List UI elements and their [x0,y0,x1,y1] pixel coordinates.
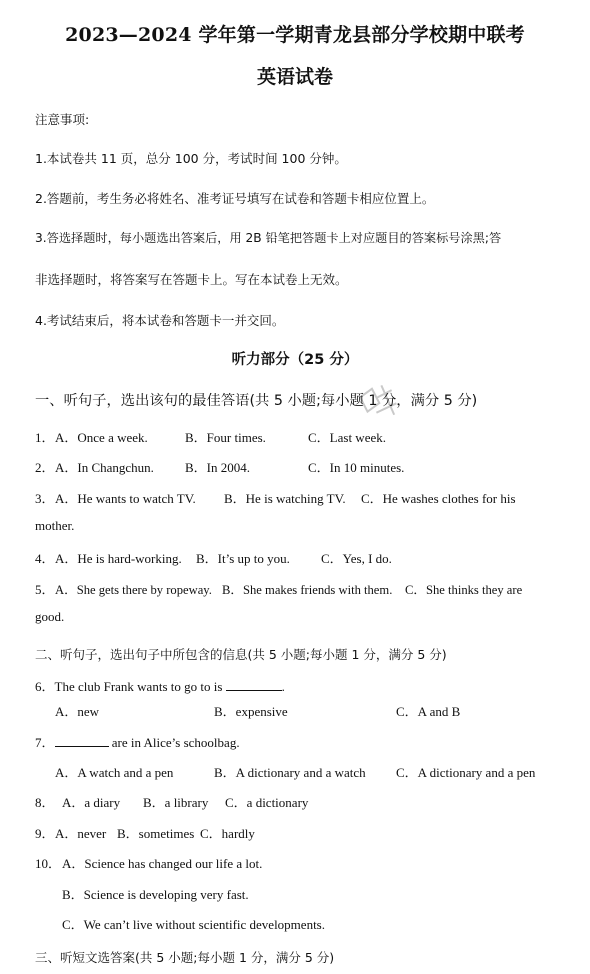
notice-heading: 注意事项: [35,112,90,127]
q8-option-c: C．a dictionary [225,795,309,810]
q6-answer-blank [226,678,282,691]
q6-option-a: A．new [55,704,100,719]
q7-option-a: A．A watch and a pen [55,765,174,780]
question-number: 8． [35,795,55,810]
q3-option-c: C．He washes clothes for his [361,491,516,506]
q10-option-b: B．Science is developing very fast. [62,887,249,902]
q5-option-c: C．She thinks they are [405,583,523,597]
q7-stem-text: are in Alice’s schoolbag. [111,735,240,750]
q7-answer-blank [55,734,109,747]
q8-option-a: A．a diary [62,795,121,810]
q4-option-b: B．It’s up to you. [196,551,290,566]
q6-option-b: B．expensive [214,704,288,719]
question-number: 3． [35,491,55,506]
q9-option-a: A．never [55,826,107,841]
notice-item: 4.考试结束后，将本试卷和答题卡一并交回。 [35,313,285,328]
q3-option-c-continued: mother. [35,518,75,533]
section3-heading: 三、听短文选答案(共 5 小题;每小题 1 分，满分 5 分) [35,950,335,965]
question-number: 1． [35,430,55,445]
q9-option-c: C．hardly [200,826,255,841]
section1-heading: 一、听句子，选出该句的最佳答语(共 5 小题;每小题 1 分，满分 5 分) [35,393,478,409]
exam-subtitle: 英语试卷 [256,66,333,88]
q7-stem [35,732,240,751]
q5-option-a: A．She gets there by ropeway. [55,583,212,597]
question-number: 7． [35,735,55,750]
section2-heading: 二、听句子，选出句子中所包含的信息(共 5 小题;每小题 1 分，满分 5 分) [35,647,447,662]
q4-option-a: A．He is hard-working. [55,551,182,566]
notice-item: 2.答题前，考生务必将姓名、准考证号填写在试卷和答题卡相应位置上。 [35,191,435,206]
question-number: 5． [35,582,55,597]
q10-option-c: C．We can’t live without scientific developments. [62,917,325,932]
question-number: 10． [35,856,62,871]
q8-option-b: B．a library [143,795,209,810]
q4-option-c: C．Yes, I do. [321,551,392,566]
q2-option-b: B．In 2004. [185,460,251,475]
q6-stem [35,676,285,695]
q1-option-a: A．Once a week. [55,430,148,445]
q5-option-b: B．She makes friends with them. [222,583,393,597]
q7-option-b: B．A dictionary and a watch [214,765,366,780]
question-number: 4． [35,551,55,566]
q9-option-b: B．sometimes [117,826,195,841]
q6-stem-text: 6．The club Frank wants to go to is [35,679,223,694]
notice-item: 3.答选择题时，每小题选出答案后，用 2B 铅笔把答题卡上对应题目的答案标号涂黑;答 [35,231,502,245]
q3-option-a: A．He wants to watch TV. [55,491,196,506]
notice-item: 1.本试卷共 11 页，总分 100 分，考试时间 100 分钟。 [35,151,347,166]
question-number: 2． [35,460,55,475]
q1-option-c: C．Last week. [308,430,386,445]
notice-item: 非选择题时，将答案写在答题卡上。写在本试卷上无效。 [35,272,348,287]
q6-option-c: C．A and B [396,704,461,719]
q3-option-b: B．He is watching TV. [224,491,346,506]
q7-option-c: C．A dictionary and a pen [396,765,536,780]
q10-option-a: A．Science has changed our life a lot. [62,856,263,871]
question-number: 9． [35,826,55,841]
q5-option-c-continued: good. [35,609,65,624]
q2-option-c: C．In 10 minutes. [308,460,405,475]
q1-option-b: B．Four times. [185,430,266,445]
exam-title: 2023—2024 学年第一学期青龙县部分学校期中联考 [65,24,525,46]
listening-part-title: 听力部分（25 分） [231,352,359,368]
q6-stem-end: . [281,679,285,694]
q2-option-a: A．In Changchun. [55,460,154,475]
